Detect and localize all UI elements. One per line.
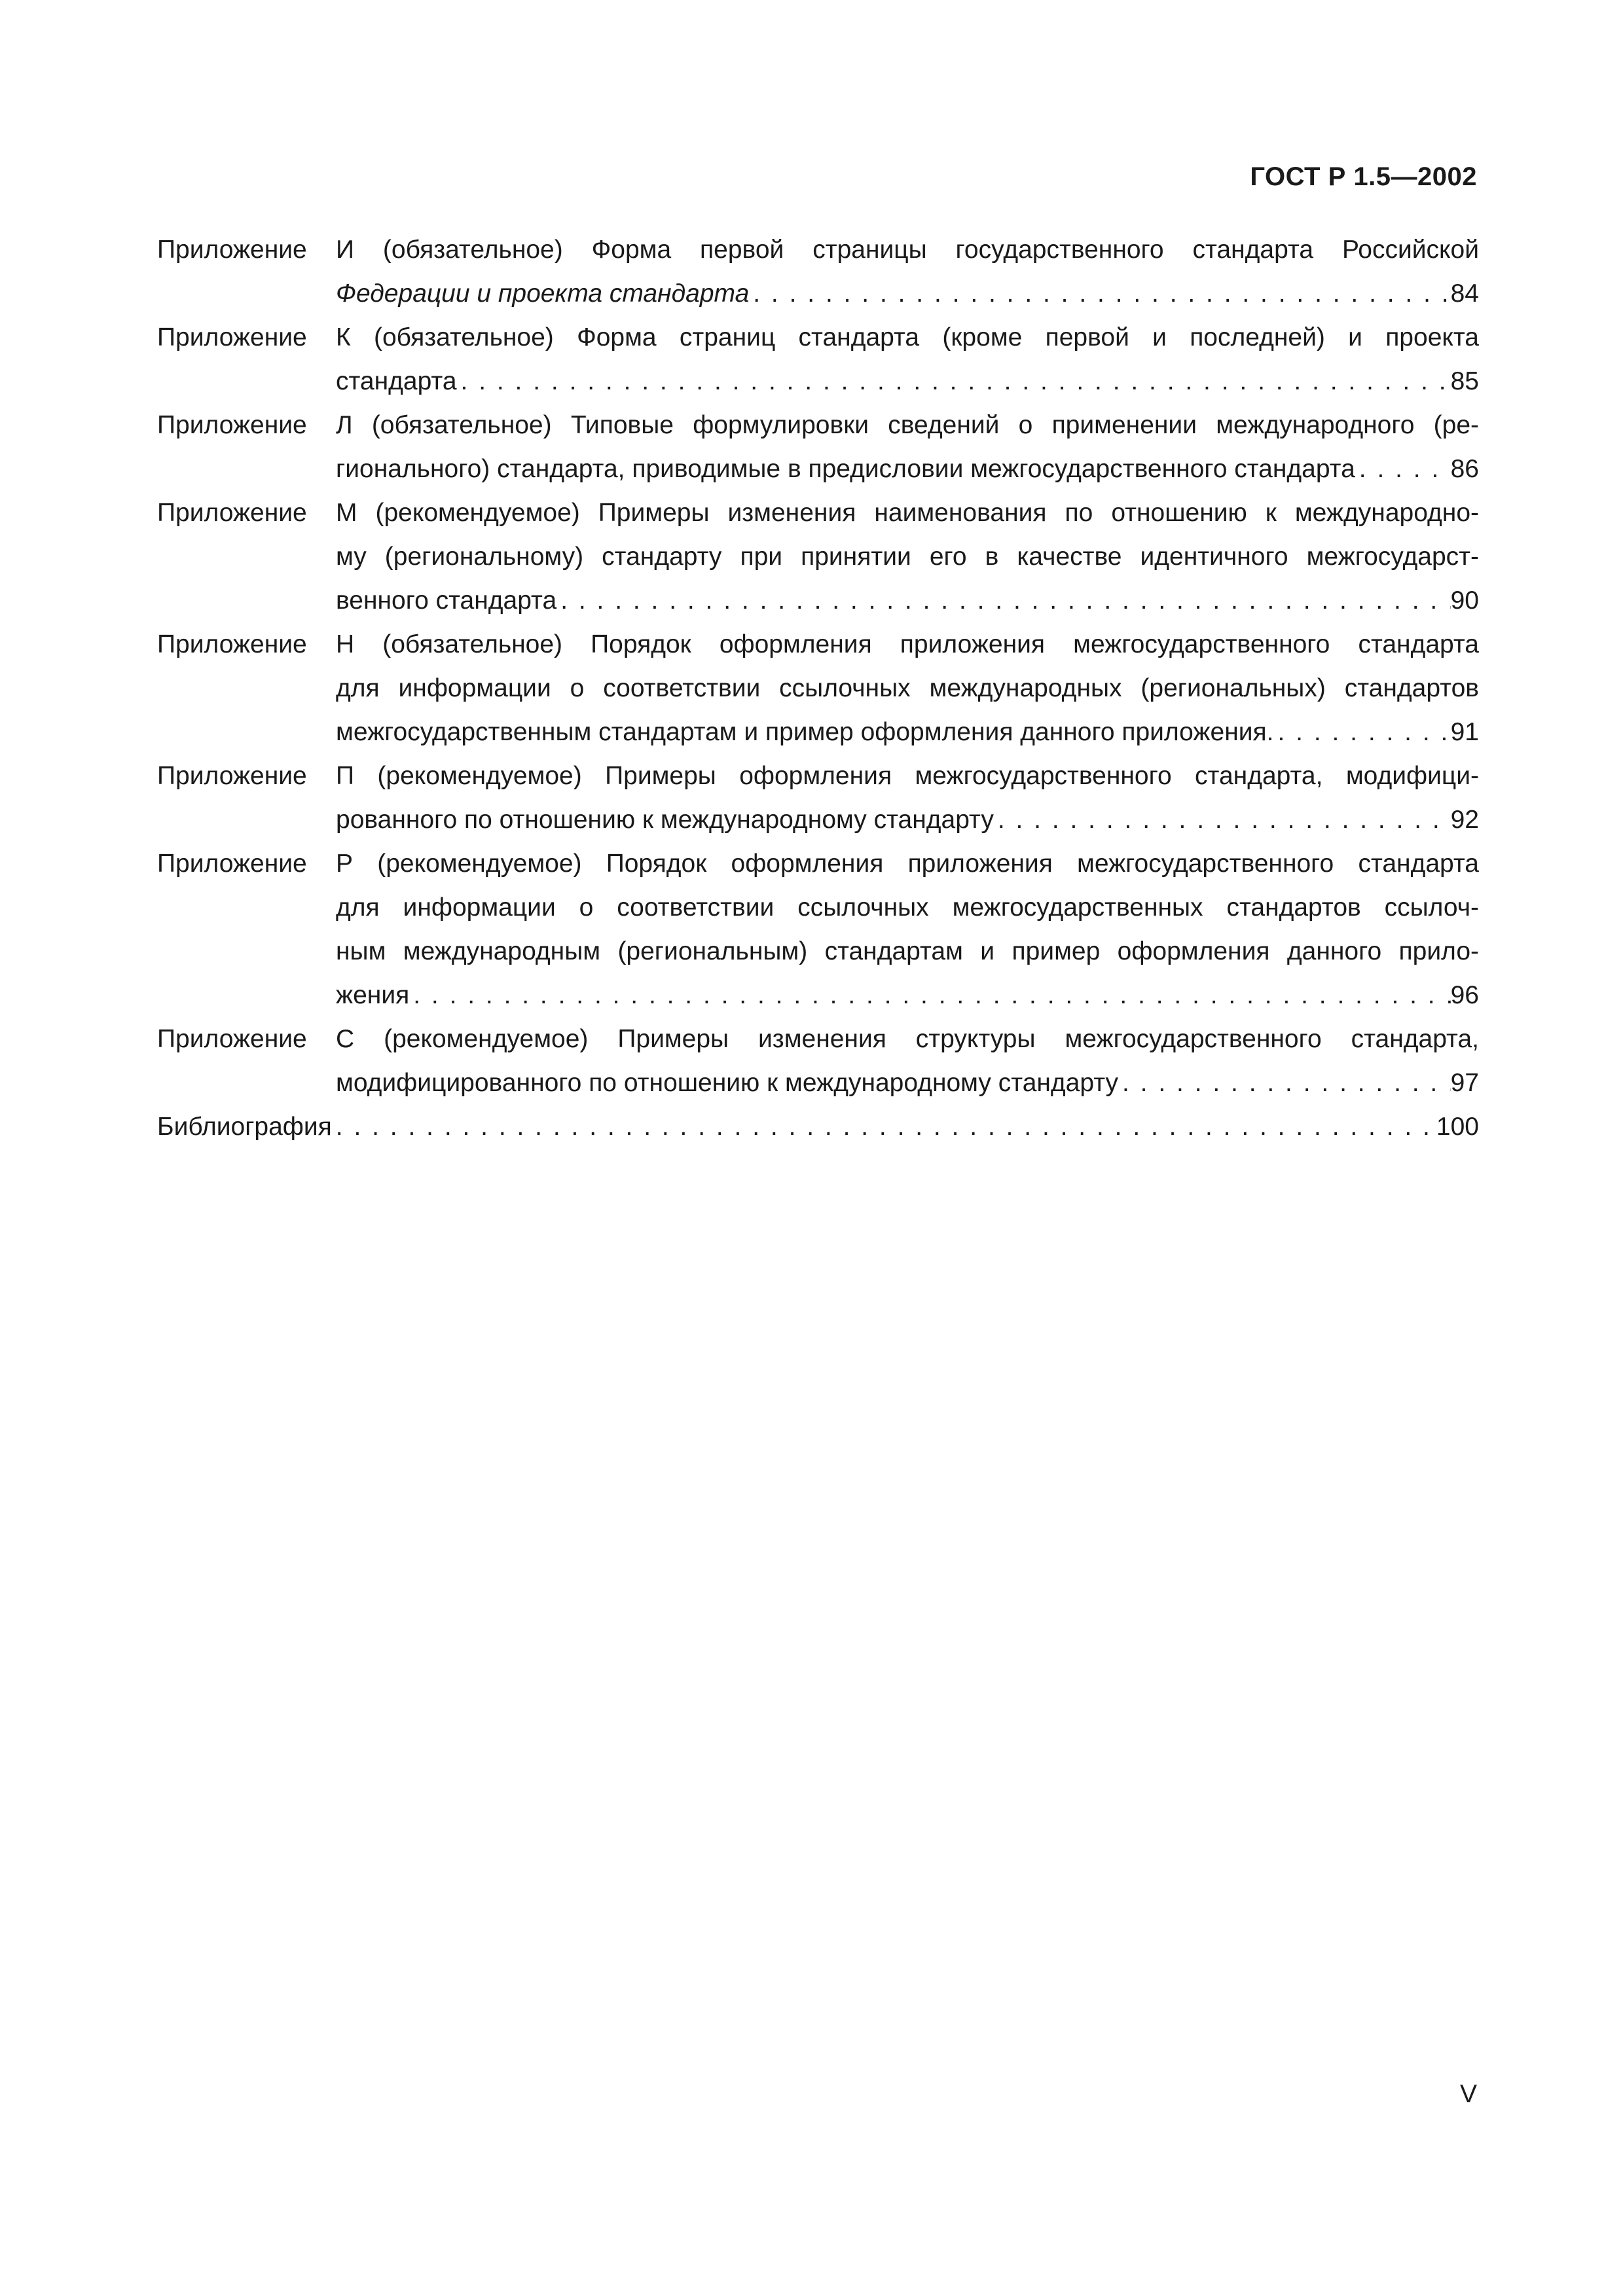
dot-leader bbox=[1273, 710, 1450, 754]
toc-entry-line-text: для информации о соответствии ссылочных межгосударственных стандартов ссылоч- bbox=[336, 893, 1479, 922]
toc-entry-line-text: Н (обязательное) Порядок оформления приложения межгосударственного стандарта bbox=[336, 630, 1479, 658]
toc-entry-body bbox=[336, 1017, 1479, 1105]
toc-entry-last-line-text: межгосударственным стандартам и пример оформления данного приложения. bbox=[336, 718, 1274, 746]
dot-leader bbox=[994, 798, 1451, 842]
toc-entry-page: 97 bbox=[1450, 1069, 1479, 1097]
toc-entry-line bbox=[336, 886, 1479, 929]
dot-leader bbox=[556, 579, 1450, 622]
toc-entry-body bbox=[336, 491, 1479, 622]
toc-entry-line-text: ным международным (региональным) стандартам и пример оформления данного прило- bbox=[336, 937, 1479, 965]
toc-entry-body bbox=[336, 622, 1479, 754]
toc-entry-line-text: для информации о соответствии ссылочных международных (региональных) стандартов bbox=[336, 674, 1479, 702]
document-header-code: ГОСТ Р 1.5—2002 bbox=[1250, 162, 1477, 191]
toc-entry-line-text: Л (обязательное) Типовые формулировки сведений о применении международного (ре- bbox=[336, 411, 1479, 439]
toc-entry-line bbox=[336, 622, 1479, 666]
toc-entry-body bbox=[336, 315, 1479, 403]
toc-entry-prefix: Приложение bbox=[157, 411, 307, 439]
toc-entry-prefix: Приложение bbox=[157, 236, 307, 264]
dot-leader bbox=[332, 1105, 1436, 1149]
toc-entry-appendix-k[interactable] bbox=[157, 315, 1479, 403]
toc-entry-prefix: Приложение bbox=[157, 499, 307, 527]
toc-entry-last-line bbox=[336, 447, 1479, 491]
toc-entry-page: 86 bbox=[1450, 455, 1479, 483]
toc-entry-line bbox=[336, 1017, 1479, 1061]
toc-entry-bibliography[interactable] bbox=[157, 1105, 1479, 1149]
toc-entry-prefix: Приложение bbox=[157, 323, 307, 351]
table-of-contents bbox=[157, 228, 1479, 1149]
toc-entry-last-line bbox=[157, 1105, 1479, 1149]
toc-entry-last-line bbox=[336, 272, 1479, 315]
toc-entry-line bbox=[336, 491, 1479, 535]
toc-entry-last-line bbox=[336, 579, 1479, 622]
toc-entry-body bbox=[336, 754, 1479, 842]
dot-leader bbox=[1118, 1061, 1451, 1105]
toc-entry-line-text: К (обязательное) Форма страниц стандарта (кроме первой и последней) и проекта bbox=[336, 323, 1479, 351]
toc-entry-line bbox=[336, 929, 1479, 973]
toc-entry-line bbox=[336, 535, 1479, 579]
toc-entry-line-text: С (рекомендуемое) Примеры изменения структуры межгосударственного стандарта, bbox=[336, 1025, 1479, 1053]
toc-entry-appendix-p[interactable] bbox=[157, 754, 1479, 842]
toc-entry-page: 96 bbox=[1450, 981, 1479, 1009]
toc-entry-line bbox=[336, 315, 1479, 359]
toc-entry-body bbox=[336, 403, 1479, 491]
toc-entry-page: 91 bbox=[1450, 718, 1479, 746]
toc-entry-last-line-text: модифицированного по отношению к международному стандарту bbox=[336, 1069, 1119, 1097]
toc-entry-last-line-text: рованного по отношению к международному стандарту bbox=[336, 806, 994, 834]
toc-entry-body bbox=[336, 842, 1479, 1017]
toc-entry-last-line bbox=[336, 710, 1479, 754]
toc-entry-last-line bbox=[336, 359, 1479, 403]
dot-leader bbox=[457, 359, 1451, 403]
toc-entry-last-line bbox=[336, 798, 1479, 842]
dot-leader bbox=[749, 272, 1450, 315]
toc-entry-appendix-n[interactable] bbox=[157, 622, 1479, 754]
toc-entry-appendix-m[interactable] bbox=[157, 491, 1479, 622]
toc-entry-page: 92 bbox=[1450, 806, 1479, 834]
toc-entry-last-line-text: Федерации и проекта стандарта bbox=[336, 279, 750, 308]
toc-entry-page: 85 bbox=[1450, 367, 1479, 395]
toc-entry-prefix: Приложение bbox=[157, 630, 307, 658]
dot-leader bbox=[1355, 447, 1451, 491]
toc-entry-body bbox=[157, 1105, 1479, 1149]
toc-entry-page: 84 bbox=[1450, 279, 1479, 308]
toc-entry-line bbox=[336, 754, 1479, 798]
toc-entry-line-text: М (рекомендуемое) Примеры изменения наименования по отношению к международно- bbox=[336, 499, 1479, 527]
toc-entry-line bbox=[336, 666, 1479, 710]
toc-entry-appendix-i[interactable] bbox=[157, 228, 1479, 315]
toc-entry-last-line-text: венного стандарта bbox=[336, 586, 557, 615]
dot-leader bbox=[409, 973, 1450, 1017]
toc-entry-last-line bbox=[336, 973, 1479, 1017]
toc-entry-line-text: Р (рекомендуемое) Порядок оформления приложения межгосударственного стандарта bbox=[336, 850, 1479, 878]
toc-entry-line bbox=[336, 403, 1479, 447]
toc-entry-prefix: Приложение bbox=[157, 850, 307, 878]
bibliography-page: 100 bbox=[1436, 1113, 1479, 1141]
toc-entry-line-text: П (рекомендуемое) Примеры оформления межгосударственного стандарта, модифици- bbox=[336, 762, 1479, 790]
toc-entry-appendix-s[interactable] bbox=[157, 1017, 1479, 1105]
toc-entry-last-line-text: жения bbox=[336, 981, 410, 1009]
toc-entry-prefix: Приложение bbox=[157, 1025, 307, 1053]
toc-entry-appendix-r[interactable] bbox=[157, 842, 1479, 1017]
toc-entry-body bbox=[336, 228, 1479, 315]
toc-entry-page: 90 bbox=[1450, 586, 1479, 615]
toc-entry-line-text: И (обязательное) Форма первой страницы государственного стандарта Российской bbox=[336, 236, 1479, 264]
toc-entry-prefix: Приложение bbox=[157, 762, 307, 790]
toc-entry-last-line bbox=[336, 1061, 1479, 1105]
toc-entry-appendix-l[interactable] bbox=[157, 403, 1479, 491]
bibliography-label: Библиография bbox=[157, 1113, 332, 1141]
toc-entry-line bbox=[336, 228, 1479, 272]
toc-entry-last-line-text: стандарта bbox=[336, 367, 457, 395]
page-number: V bbox=[1459, 2080, 1477, 2108]
toc-entry-line bbox=[336, 842, 1479, 886]
toc-entry-line-text: му (региональному) стандарту при принятии его в качестве идентичного межгосударст- bbox=[336, 543, 1479, 571]
toc-entry-last-line-text: гионального) стандарта, приводимые в предисловии межгосударственного стандарта bbox=[336, 455, 1355, 483]
